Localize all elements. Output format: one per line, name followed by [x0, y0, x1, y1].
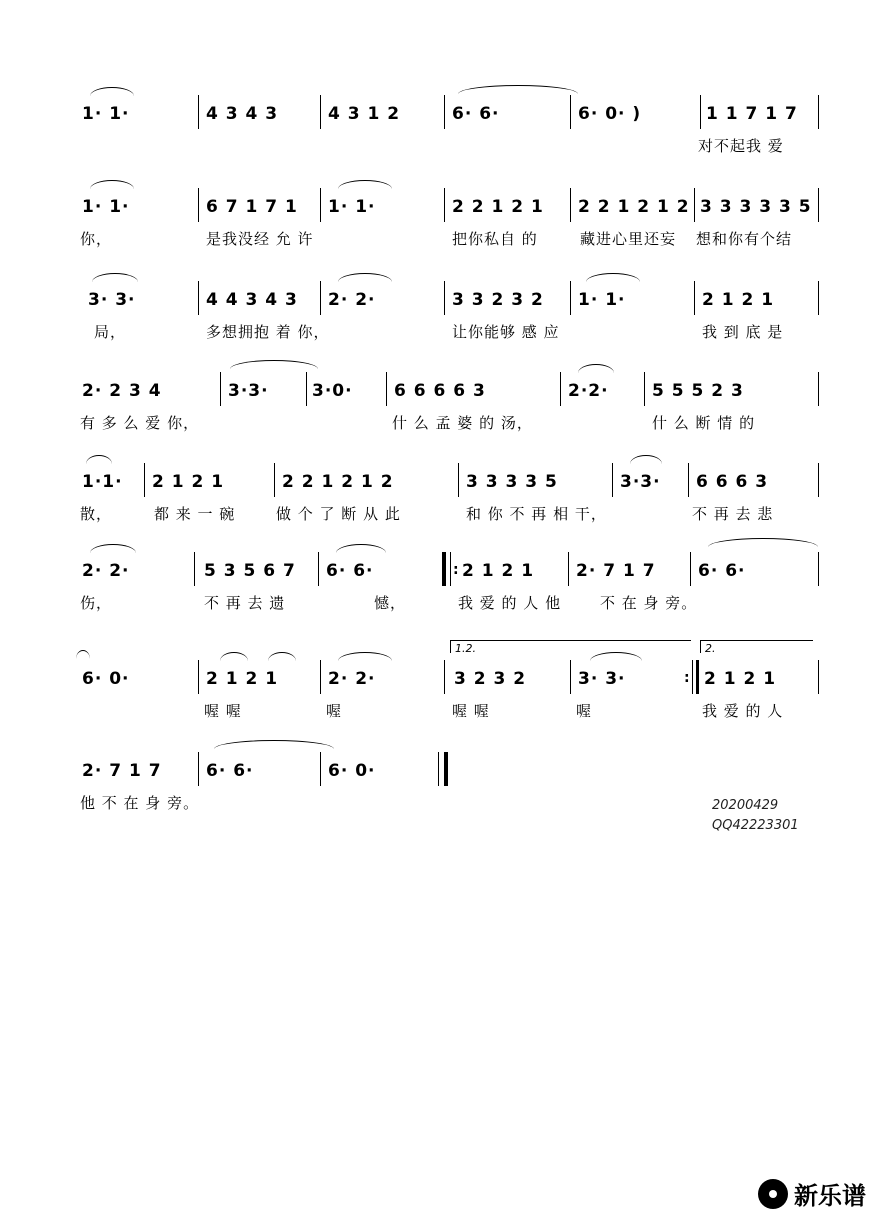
measure: 2·2· — [568, 381, 609, 401]
tie — [586, 273, 640, 282]
measure: 6· 0· — [328, 761, 376, 781]
lyric-chunk: 把你私自 的 — [452, 230, 538, 248]
measure: 3·3· — [620, 472, 661, 492]
measure: 4 4 3 4 3 — [206, 290, 298, 310]
barline — [198, 752, 199, 786]
barline — [818, 95, 819, 129]
tie — [90, 180, 134, 189]
barline — [274, 463, 275, 497]
signature — [712, 796, 799, 836]
lyrics-line — [80, 412, 820, 436]
tie — [630, 455, 662, 464]
barline — [818, 281, 819, 315]
score-system-7 — [70, 642, 830, 740]
measure: 2 2 1 2 1 2 — [578, 197, 690, 217]
lyric-chunk: 什 么 孟 婆 的 汤， — [392, 414, 533, 432]
record-disc-icon — [758, 1179, 788, 1209]
barline — [818, 552, 819, 586]
measure: 6· 0· ) — [578, 104, 642, 124]
site-logo[interactable] — [758, 1176, 866, 1211]
lyric-chunk: 局， — [94, 323, 127, 341]
measure: 1· 1· — [82, 197, 130, 217]
measure: 6· 6· — [698, 561, 746, 581]
barline — [444, 95, 445, 129]
lyric-chunk: 我 爱 的 人 — [702, 702, 784, 720]
tie — [336, 544, 386, 553]
barline — [818, 463, 819, 497]
barline — [320, 188, 321, 222]
volta-first — [450, 640, 691, 653]
lyrics-line — [80, 135, 820, 159]
barline — [644, 372, 645, 406]
measure: 2· 2 3 4 — [82, 381, 162, 401]
volta-second — [700, 640, 813, 653]
measure: 5 5 5 2 3 — [652, 381, 744, 401]
barline — [386, 372, 387, 406]
lyric-chunk: 喔 — [326, 702, 343, 720]
lyrics-line — [80, 792, 820, 816]
measure: 6 7 1 7 1 — [206, 197, 298, 217]
measure: 6· 6· — [452, 104, 500, 124]
barline — [690, 552, 691, 586]
lyric-chunk: 你， — [80, 230, 113, 248]
volta-second-label: 2. — [705, 642, 716, 655]
tie — [338, 273, 392, 282]
lyric-chunk: 喔 喔 — [452, 702, 490, 720]
measure: 1· 1· — [578, 290, 626, 310]
measure: 4 3 1 2 — [328, 104, 401, 124]
barline — [144, 463, 145, 497]
lyrics-line — [80, 592, 820, 616]
measure: 2· 2· — [82, 561, 130, 581]
tie — [214, 740, 334, 749]
final-barline-thin — [438, 752, 439, 786]
barline — [458, 463, 459, 497]
barline — [198, 660, 199, 694]
measure: 4 3 4 3 — [206, 104, 279, 124]
measure: 3 3 2 3 2 — [452, 290, 544, 310]
lyric-chunk: 藏进心里还妄 — [580, 230, 677, 248]
measure: 6· 0· — [82, 669, 130, 689]
barline — [568, 552, 569, 586]
barline — [700, 95, 701, 129]
lyric-chunk: 想和你有个结 — [696, 230, 793, 248]
logo-text: 新乐谱 — [794, 1182, 866, 1210]
lyric-chunk: 他 不 在 身 旁。 — [80, 794, 200, 812]
tie — [90, 544, 136, 553]
lyric-chunk: 做 个 了 断 从 此 — [276, 505, 401, 523]
notes-line — [70, 552, 830, 592]
lyric-chunk: 什 么 断 情 的 — [652, 414, 756, 432]
barline — [318, 552, 319, 586]
tie — [338, 652, 392, 661]
lyric-chunk: 我 爱 的 人 他 — [458, 594, 562, 612]
lyric-chunk: 喔 喔 — [204, 702, 242, 720]
notes-line — [70, 188, 830, 228]
tie — [590, 652, 642, 661]
barline — [220, 372, 221, 406]
repeat-end-thin — [692, 660, 693, 694]
volta-first-label: 1.2. — [455, 642, 476, 655]
repeat-dots: : — [453, 562, 459, 578]
date-text: 20200429 — [712, 798, 779, 813]
notes-line — [70, 372, 830, 412]
measure: 1· 1· — [328, 197, 376, 217]
tie — [76, 650, 90, 659]
barline — [694, 188, 695, 222]
contact-text: QQ42223301 — [712, 818, 799, 833]
lyric-chunk: 不 再 去 遗 — [204, 594, 286, 612]
notes-line — [70, 463, 830, 503]
tie — [86, 455, 112, 464]
lyric-chunk: 对不起我 爱 — [698, 137, 784, 155]
lyrics-line — [80, 228, 820, 252]
tie — [92, 273, 138, 282]
notes-line — [70, 95, 830, 135]
score-system-4 — [70, 372, 830, 452]
lyrics-line — [80, 321, 820, 345]
lyric-chunk: 憾， — [374, 594, 407, 612]
barline — [694, 281, 695, 315]
lyric-chunk: 都 来 一 碗 — [154, 505, 236, 523]
measure: 2 2 1 2 1 2 — [282, 472, 394, 492]
measure: 2 1 2 1 — [206, 669, 279, 689]
barline — [570, 95, 571, 129]
barline — [818, 188, 819, 222]
notes-line — [70, 642, 830, 700]
measure: 3· 3· — [578, 669, 626, 689]
barline — [444, 281, 445, 315]
lyric-chunk: 散， — [80, 505, 113, 523]
lyric-chunk: 有 多 么 爱 你， — [80, 414, 200, 432]
barline — [560, 372, 561, 406]
barline — [320, 281, 321, 315]
measure: 2 2 1 2 1 — [452, 197, 544, 217]
score-system-5 — [70, 463, 830, 543]
tie — [338, 180, 392, 189]
tie — [458, 85, 578, 94]
score-system-2 — [70, 188, 830, 268]
measure: 3·0· — [312, 381, 353, 401]
lyric-chunk: 不 在 身 旁。 — [600, 594, 698, 612]
measure: 2· 2· — [328, 290, 376, 310]
measure: 2· 7 1 7 — [82, 761, 162, 781]
tie — [90, 87, 134, 96]
repeat-start-thick — [442, 552, 446, 586]
barline — [320, 752, 321, 786]
measure: 6 6 6 6 3 — [394, 381, 486, 401]
measure: 3 3 3 3 5 — [466, 472, 558, 492]
barline — [688, 463, 689, 497]
measure: 3 2 3 2 — [454, 669, 527, 689]
lyric-chunk: 我 到 底 是 — [702, 323, 784, 341]
measure: 2 1 2 1 — [152, 472, 225, 492]
lyric-chunk: 喔 — [576, 702, 593, 720]
lyric-chunk: 和 你 不 再 相 干， — [466, 505, 607, 523]
barline — [444, 660, 445, 694]
notes-line — [70, 752, 830, 792]
lyric-chunk: 让你能够 感 应 — [452, 323, 560, 341]
lyric-chunk: 不 再 去 悲 — [692, 505, 774, 523]
measure: 1· 1· — [82, 104, 130, 124]
barline — [194, 552, 195, 586]
barline — [198, 281, 199, 315]
measure: 3 3 3 3 3 5 — [700, 197, 812, 217]
measure: 2 1 2 1 — [702, 290, 775, 310]
score-system-6 — [70, 552, 830, 632]
measure: 2· 7 1 7 — [576, 561, 656, 581]
lyric-chunk: 伤， — [80, 594, 113, 612]
measure: 1·1· — [82, 472, 123, 492]
tie — [230, 360, 318, 369]
measure: 1 1 7 1 7 — [706, 104, 798, 124]
measure: 2· 2· — [328, 669, 376, 689]
measure: 5 3 5 6 7 — [204, 561, 296, 581]
notes-line — [70, 281, 830, 321]
tie — [578, 364, 614, 373]
barline — [570, 281, 571, 315]
score-system-3 — [70, 281, 830, 361]
barline — [570, 660, 571, 694]
repeat-start-thin — [450, 552, 451, 586]
lyrics-line — [80, 503, 820, 527]
barline — [612, 463, 613, 497]
tie — [220, 652, 248, 661]
repeat-end-dots: : — [684, 670, 690, 686]
barline — [198, 188, 199, 222]
barline — [818, 372, 819, 406]
lyric-chunk: 多想拥抱 着 你， — [206, 323, 330, 341]
measure: 2 1 2 1 — [462, 561, 535, 581]
barline — [320, 660, 321, 694]
lyrics-line — [80, 700, 820, 724]
barline — [818, 660, 819, 694]
score-system-1 — [70, 95, 830, 175]
repeat-end-thick — [696, 660, 699, 694]
barline — [570, 188, 571, 222]
barline — [306, 372, 307, 406]
barline — [444, 188, 445, 222]
measure: 3· 3· — [88, 290, 136, 310]
barline — [198, 95, 199, 129]
final-barline-thick — [444, 752, 448, 786]
measure: 3·3· — [228, 381, 269, 401]
lyric-chunk: 是我没经 允 许 — [206, 230, 314, 248]
measure: 2 1 2 1 — [704, 669, 777, 689]
measure: 6 6 6 3 — [696, 472, 769, 492]
barline — [320, 95, 321, 129]
measure: 6· 6· — [326, 561, 374, 581]
measure: 6· 6· — [206, 761, 254, 781]
tie — [268, 652, 296, 661]
